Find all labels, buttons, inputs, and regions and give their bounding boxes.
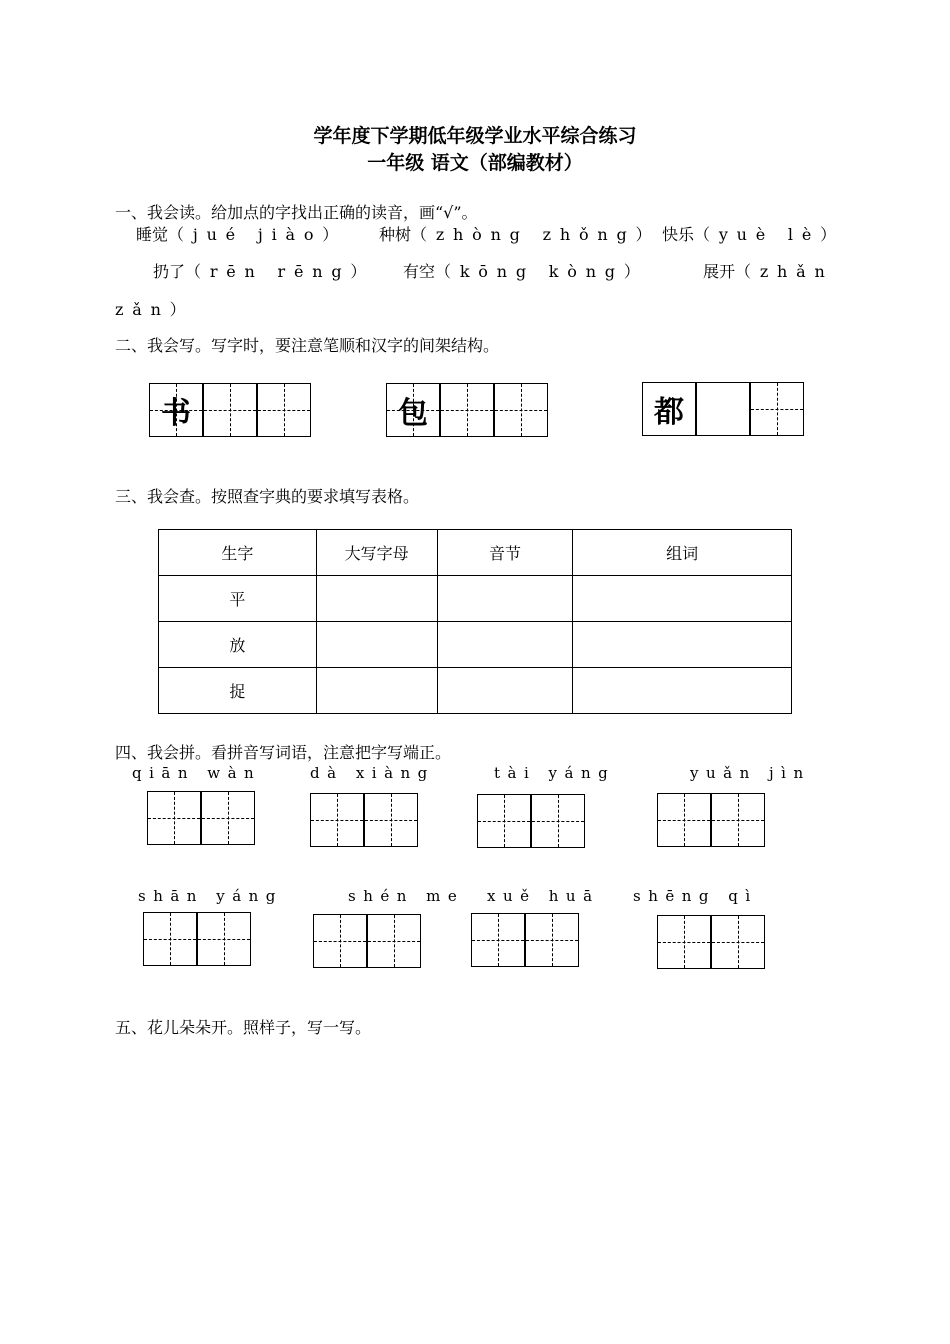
reading-item [662, 222, 845, 245]
writing-cell[interactable] [657, 793, 711, 847]
writing-cell[interactable] [197, 912, 251, 966]
reading-options: （zhòng zhǒng） [411, 225, 661, 244]
model-character: 书 [161, 396, 191, 431]
column-header: 大写字母 [316, 530, 437, 576]
answer-cell[interactable] [316, 668, 437, 714]
reading-item [379, 222, 660, 245]
table-row [159, 668, 792, 714]
writing-cell[interactable] [143, 912, 197, 966]
reading-word: 睡觉 [136, 225, 169, 244]
reading-options-wrap: zǎn） [115, 300, 195, 319]
writing-cell[interactable] [696, 382, 750, 436]
row-character: 平 [159, 576, 317, 622]
reading-item [703, 259, 834, 282]
pinyin-label: shén me [348, 887, 465, 905]
pinyin-label: xuě huā [487, 887, 600, 905]
column-header: 音节 [437, 530, 573, 576]
reading-item [136, 222, 347, 245]
reading-item [153, 259, 375, 282]
model-character: 包 [398, 396, 428, 431]
writing-cell[interactable] [257, 383, 311, 437]
writing-cell[interactable] [147, 791, 201, 845]
answer-cell[interactable] [573, 576, 792, 622]
answer-cell[interactable] [316, 622, 437, 668]
pinyin-label: yuǎn jìn [690, 764, 811, 782]
writing-cell[interactable] [642, 382, 696, 436]
pinyin-label: qiān wàn [132, 764, 262, 782]
pinyin-label: shēng qì [633, 887, 758, 905]
writing-cell[interactable] [494, 383, 548, 437]
reading-options: （kōng kòng） [435, 262, 649, 281]
pinyin-label: dà xiàng [310, 764, 435, 782]
column-header: 生字 [159, 530, 317, 576]
section4-heading: 四、我会拼。看拼音写词语，注意把字写端正。 [115, 743, 452, 762]
row-character: 捉 [159, 668, 317, 714]
writing-cell[interactable] [310, 793, 364, 847]
model-character: 都 [654, 395, 684, 430]
reading-word: 快乐 [662, 225, 695, 244]
reading-options: （jué jiào） [168, 225, 348, 244]
writing-cell[interactable] [364, 793, 418, 847]
answer-cell[interactable] [573, 668, 792, 714]
writing-cell[interactable] [367, 914, 421, 968]
writing-cell[interactable] [440, 383, 494, 437]
pinyin-label: tài yáng [494, 764, 616, 782]
reading-word: 有空 [403, 262, 436, 281]
reading-item [403, 259, 649, 282]
reading-word: 扔了 [153, 262, 186, 281]
dictionary-table [158, 529, 792, 714]
answer-cell[interactable] [573, 622, 792, 668]
table-row [159, 576, 792, 622]
writing-cell[interactable] [477, 794, 531, 848]
column-header: 组词 [573, 530, 792, 576]
table-header-row [159, 530, 792, 576]
writing-cell[interactable] [711, 793, 765, 847]
reading-options: （yuè lè） [694, 225, 845, 244]
answer-cell[interactable] [316, 576, 437, 622]
reading-options: （rēn rēng） [185, 262, 376, 281]
writing-cell[interactable] [525, 913, 579, 967]
writing-cell[interactable] [750, 382, 804, 436]
reading-word: 种树 [379, 225, 412, 244]
writing-cell[interactable] [149, 383, 203, 437]
answer-cell[interactable] [437, 576, 573, 622]
page-subtitle: 一年级 语文（部编教材） [367, 152, 583, 174]
writing-cell[interactable] [313, 914, 367, 968]
writing-cell[interactable] [657, 915, 711, 969]
section1-heading: 一、我会读。给加点的字找出正确的读音，画“√”。 [115, 203, 478, 222]
reading-options: （zhǎn [735, 262, 834, 281]
pinyin-label: shān yáng [138, 887, 283, 905]
writing-cell[interactable] [203, 383, 257, 437]
writing-cell[interactable] [531, 794, 585, 848]
row-character: 放 [159, 622, 317, 668]
table-row [159, 622, 792, 668]
section5-heading: 五、花儿朵朵开。照样子，写一写。 [115, 1018, 372, 1037]
writing-cell[interactable] [711, 915, 765, 969]
answer-cell[interactable] [437, 622, 573, 668]
page-title: 学年度下学期低年级学业水平综合练习 [313, 125, 637, 147]
section2-heading: 二、我会写。写字时，要注意笔顺和汉字的间架结构。 [115, 336, 500, 355]
answer-cell[interactable] [437, 668, 573, 714]
writing-cell[interactable] [201, 791, 255, 845]
writing-cell[interactable] [386, 383, 440, 437]
writing-cell[interactable] [471, 913, 525, 967]
reading-word: 展开 [703, 262, 736, 281]
section3-heading: 三、我会查。按照查字典的要求填写表格。 [115, 487, 420, 506]
